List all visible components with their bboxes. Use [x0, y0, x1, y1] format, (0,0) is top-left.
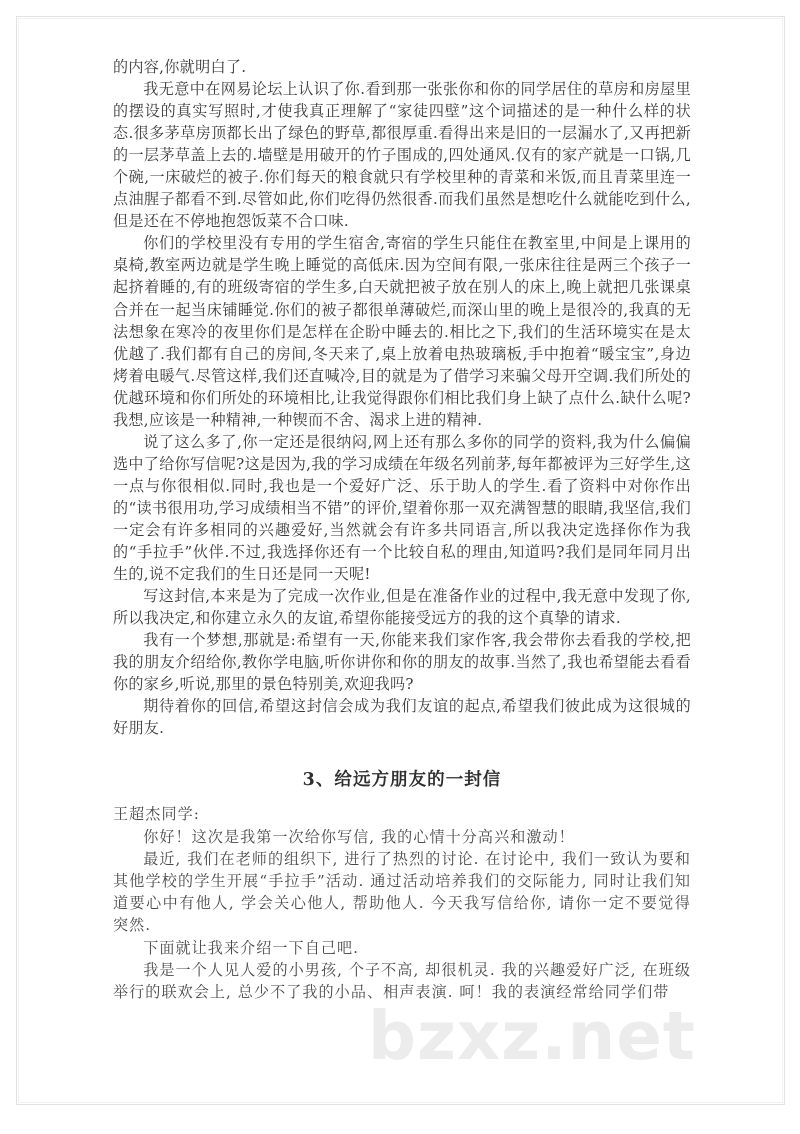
paragraph: 我是一个人见人爱的小男孩, 个子不高, 却很机灵. 我的兴趣爱好广泛, 在班级举行的联欢会上, 总少不了我的小品、相声表演. 呵！我的表演经常给同学们带: [113, 960, 691, 1002]
section-heading: 3、给远方朋友的一封信: [302, 770, 502, 791]
paragraph: 你好！这次是我第一次给你写信, 我的心情十分高兴和激动！: [143, 827, 575, 846]
paragraph: 我有一个梦想,那就是:希望有一天,你能来我们家作客,我会带你去看我的学校,把我的朋友介绍给你,教你学电脑,听你讲你和你的朋友的故事.当然了,我也希望能去看看你的家乡,听说,那里的景色特别美,欢迎我吗?: [113, 631, 691, 694]
paragraph: 说了这么多了,你一定还是很纳闷,网上还有那么多你的同学的资料,我为什么偏偏选中了给你写信呢?这是因为,我的学习成绩在年级名列前茅,每年都被评为三好学生,这一点与你很相似.同时,我也是一个爱好广泛、乐于助人的学生.看了资料中对你作出的“读书很用功,学习成绩相当不错”的评价,望着你那一双充满智慧的眼睛,我坚信,我们一定会有许多相同的兴趣爱好,当然就会有许多共同语言,所以我决定选择你作为我的“手拉手”伙伴.不过,我选择你还有一个比较自私的理由,知道吗?我们是同年同月出生的,说不定我们的生日还是同一天呢!: [113, 432, 691, 584]
paragraph: 下面就让我来介绍一下自己吧.: [143, 938, 360, 957]
paragraph: 你们的学校里没有专用的学生宿舍,寄宿的学生只能住在教室里,中间是上课用的桌椅,教室两边就是学生晚上睡觉的高低床.因为空间有限,一张床往往是两三个孩子一起挤着睡的,有的班级寄宿的学生多,白天就把被子放在别人的床上,晚上就把几张课桌合并在一起当床铺睡觉.你们的被子都很单薄破烂,而深山里的晚上是很冷的,我真的无法想象在寒冷的夜里你们是怎样在企盼中睡去的.相比之下,我们的生活环境实在是太优越了.我们都有自己的房间,冬天来了,桌上放着电热玻璃板,手中抱着“暖宝宝”,身边烤着电暖气.尽管这样,我们还直喊冷,目的就是为了借学习来骗父母开空调.我们所处的优越环境和你们所处的环境相比,让我觉得跟你们相比我们身上缺了点什么.缺什么呢?我想,应该是一种精神,一种锲而不舍、渴求上进的精神.: [113, 234, 691, 429]
salutation: 王超杰同学:: [113, 805, 200, 824]
paragraph: 写这封信,本来是为了完成一次作业,但是在准备作业的过程中,我无意中发现了你,所以我决定,和你建立永久的友谊,希望你能接受远方的我的这个真挚的请求.: [113, 587, 691, 628]
document-content: [113, 56, 691, 1003]
site-watermark: bzxz.net: [368, 997, 696, 1075]
paragraph-continuation: 的内容,你就明白了.: [113, 58, 247, 76]
spacer: [113, 739, 691, 769]
spacer: [113, 791, 691, 803]
paragraph: 期待着你的回信,希望这封信会成为我们友谊的起点,希望我们彼此成为这很城的好朋友.: [113, 697, 691, 738]
paragraph: 我无意中在网易论坛上认识了你.看到那一张张你和你的同学居住的草房和房屋里的摆设的真实写照时,才使我真正理解了“家徒四壁”这个词描述的是一种什么样的状态.很多茅草房顶都长出了绿色的野草,都很厚重.看得出来是旧的一层漏水了,又再把新的一层茅草盖上去的.墙壁是用破开的竹子围成的,四处通风.仅有的家产就是一口锅,几个碗,一床破烂的被子.你们每天的粮食就只有学校里种的青菜和米饭,而且青菜里连一点油腥子都看不到.尽管如此,你们吃得仍然很香.而我们虽然是想吃什么就能吃到什么,但是还在不停地抱怨饭菜不合口味.: [113, 80, 691, 231]
paragraph: 最近, 我们在老师的组织下, 进行了热烈的讨论. 在讨论中, 我们一致认为要和其他学校的学生开展“手拉手”活动. 通过活动培养我们的交际能力, 同时让我们知道要心中有他人, 学会关心他人, 帮助他人. 今天我写信给你, 请你一定不要觉得突然.: [113, 849, 691, 935]
